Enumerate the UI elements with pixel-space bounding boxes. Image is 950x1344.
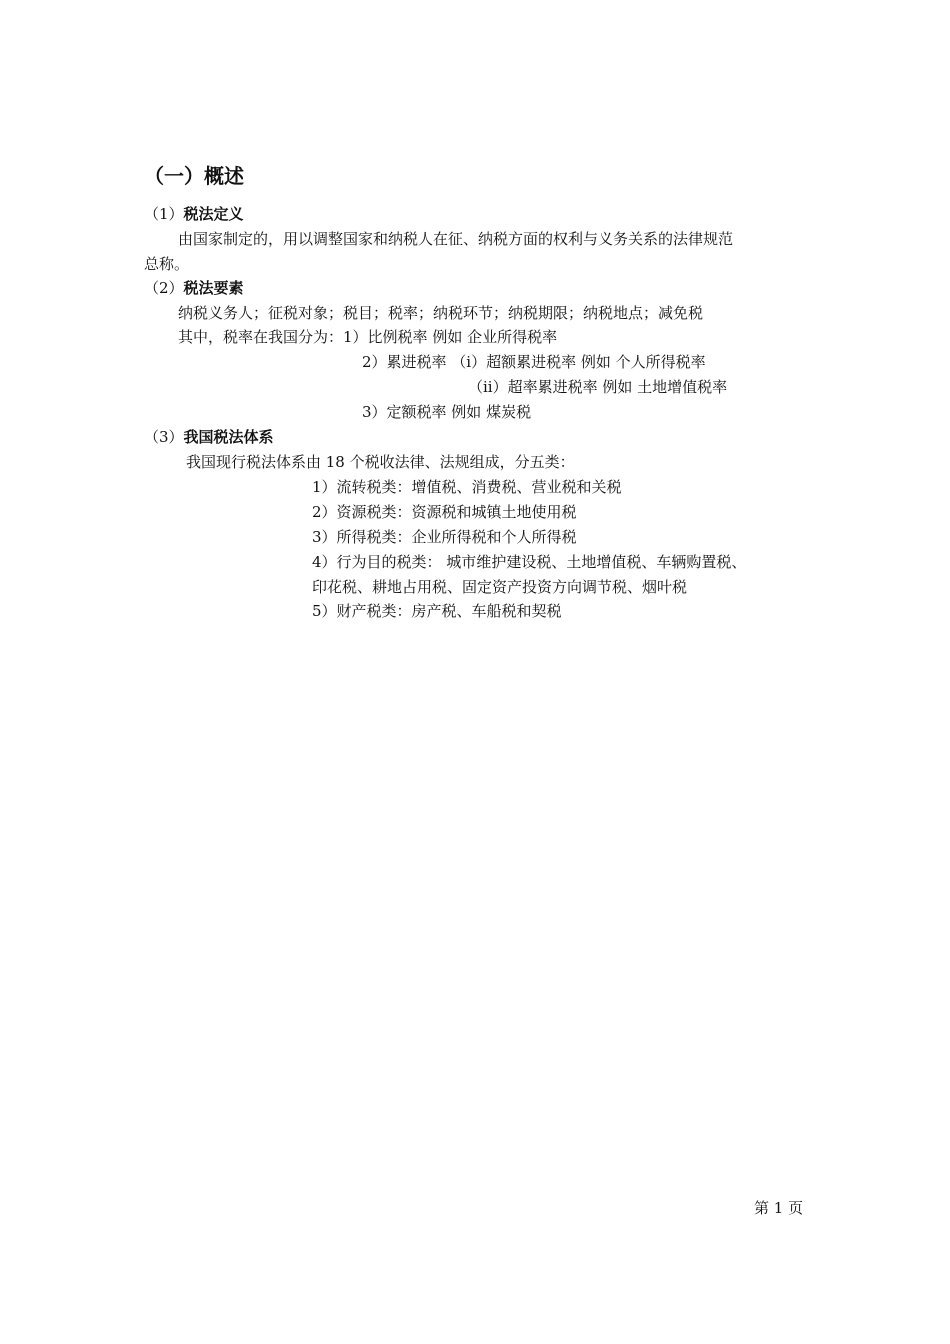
section-number: （2） [144,279,184,297]
paragraph-line: 我国现行税法体系由 18 个税收法律、法规组成，分五类： [186,453,575,471]
paragraph-line: 2）累进税率 （i）超额累进税率 例如 个人所得税率 [362,353,706,371]
section-heading-1 [144,204,244,224]
paragraph-line: 3）定额税率 例如 煤炭税 [362,403,532,421]
section-number: （1） [144,205,184,223]
list-item: 2）资源税类：资源税和城镇土地使用税 [312,503,577,521]
list-item: 1）流转税类：增值税、消费税、营业税和关税 [312,478,622,496]
paragraph-line: （ii）超率累进税率 例如 土地增值税率 [468,378,728,396]
list-item-continuation: 印花税、耕地占用税、固定资产投资方向调节税、烟叶税 [312,578,688,596]
paragraph-line: 由国家制定的，用以调整国家和纳税人在征、纳税方面的权利与义务关系的法律规范 [178,230,734,248]
section-heading-2 [144,278,244,298]
list-item: 4）行为目的税类： 城市维护建设税、土地增值税、车辆购置税、 [312,553,747,571]
paragraph-line: 纳税义务人；征税对象；税目；税率；纳税环节；纳税期限；纳税地点；减免税 [178,304,704,322]
list-item: 3）所得税类：企业所得税和个人所得税 [312,528,577,546]
page-number: 第 1 页 [754,1199,804,1217]
paragraph-line: 其中，税率在我国分为：1）比例税率 例如 企业所得税率 [178,328,558,346]
section-title: 税法要素 [183,279,244,297]
section-heading-3 [144,427,274,447]
paragraph-line: 总称。 [144,255,190,273]
section-number: （3） [144,428,184,446]
list-item: 5）财产税类：房产税、车船税和契税 [312,602,562,620]
page-title: （一）概述 [144,164,244,188]
section-title: 税法定义 [183,205,244,223]
section-title: 我国税法体系 [183,428,274,446]
